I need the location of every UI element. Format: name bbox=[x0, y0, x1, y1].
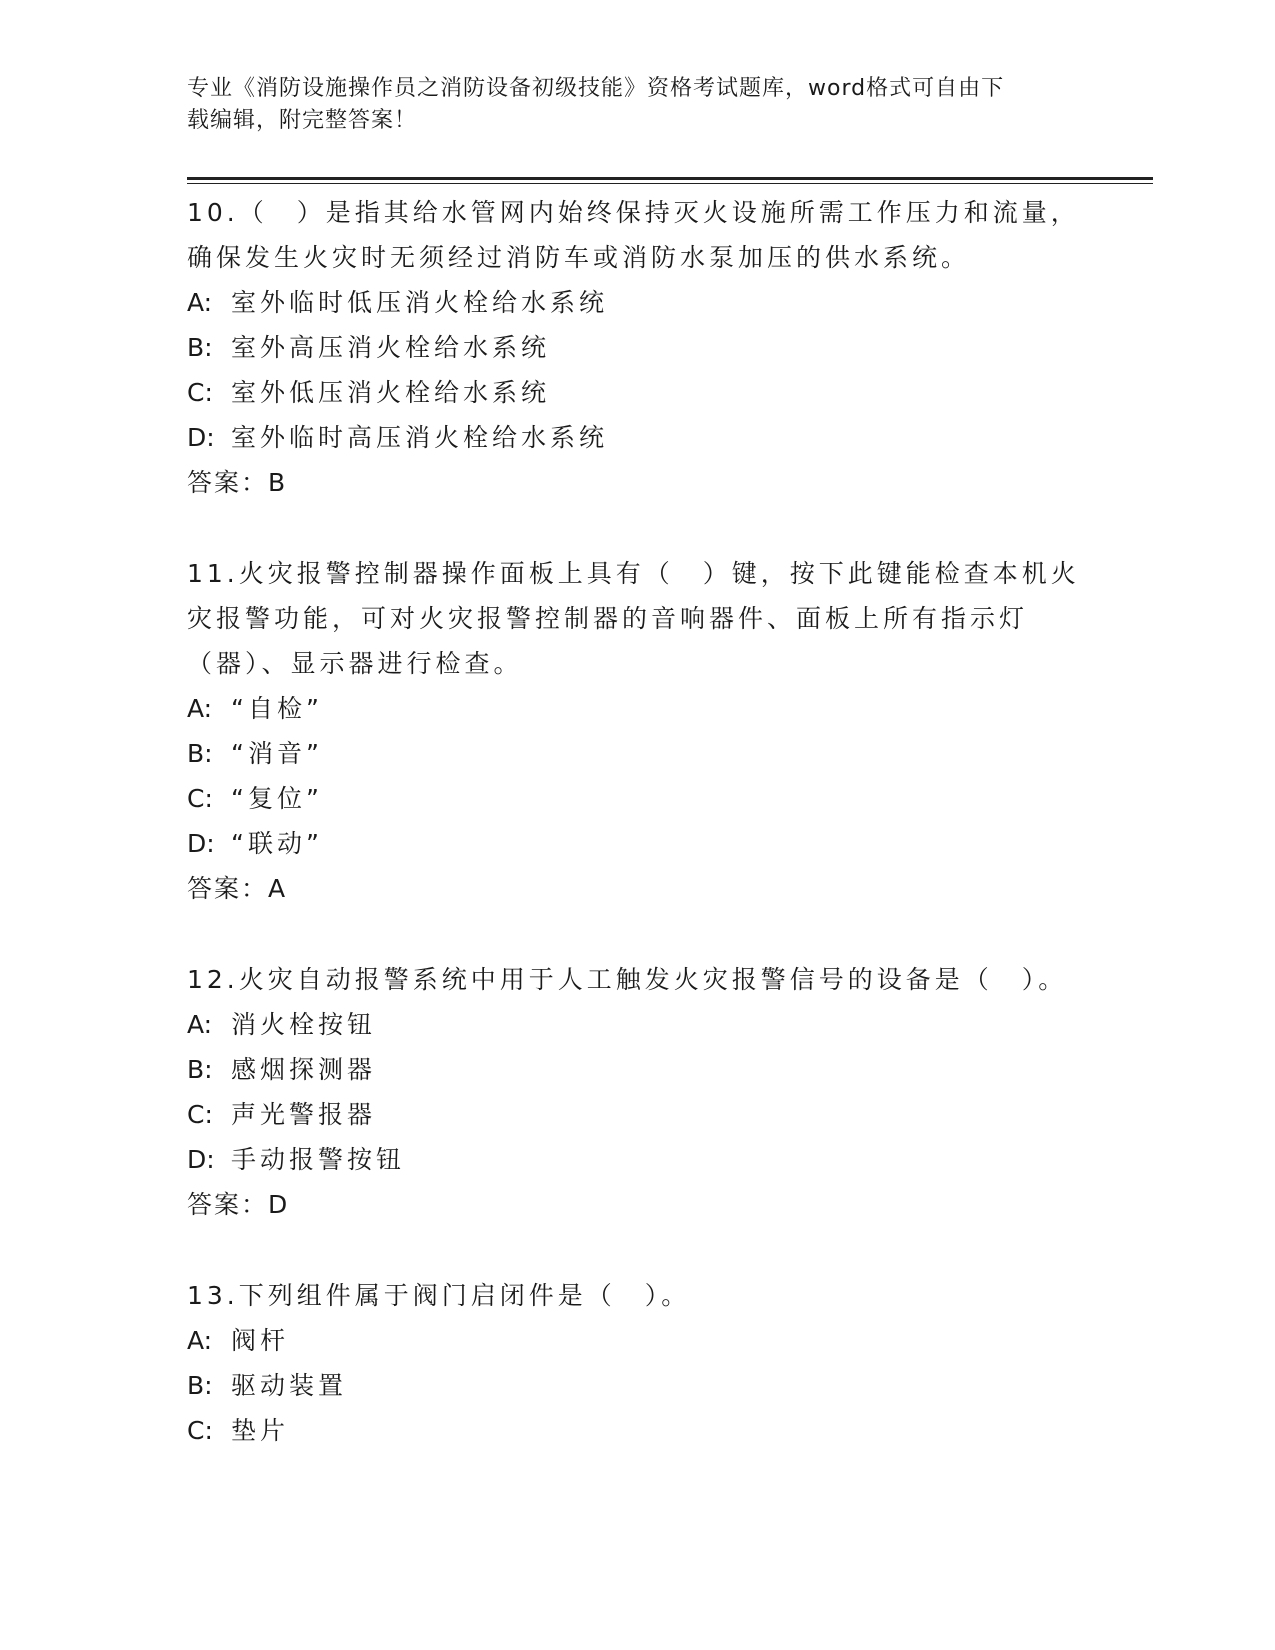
option-text: 室外临时高压消火栓给水系统 bbox=[231, 423, 609, 452]
option-key: B: bbox=[187, 333, 213, 362]
header-line-1: 专业《消防设施操作员之消防设备初级技能》资格考试题库，word格式可自由下 bbox=[187, 76, 1005, 101]
answer-value: A bbox=[268, 874, 287, 903]
question-text: 10.（ ）是指其给水管网内始终保持灭火设施所需工作压力和流量，确保发生火灾时无须经过消防车或消防水泵加压的供水系统。 bbox=[187, 198, 1080, 272]
option-text: 驱动装置 bbox=[231, 1371, 348, 1400]
option-a bbox=[187, 686, 1087, 731]
answer-value: D bbox=[268, 1190, 289, 1219]
option-text: 感烟探测器 bbox=[231, 1055, 377, 1084]
option-a bbox=[187, 1318, 1087, 1363]
answer-line bbox=[187, 866, 1087, 911]
option-key: A: bbox=[187, 1326, 213, 1355]
option-list bbox=[187, 1318, 1087, 1453]
option-list bbox=[187, 686, 1087, 866]
option-d bbox=[187, 1137, 1087, 1182]
option-key: C: bbox=[187, 1416, 213, 1445]
option-b bbox=[187, 1363, 1087, 1408]
option-key: D: bbox=[187, 829, 215, 858]
question-11 bbox=[187, 551, 1087, 911]
option-a bbox=[187, 1002, 1087, 1047]
option-key: D: bbox=[187, 423, 215, 452]
header-rule-thick bbox=[187, 177, 1153, 180]
answer-value: B bbox=[268, 468, 287, 497]
option-text: 阀杆 bbox=[231, 1326, 290, 1355]
question-13 bbox=[187, 1273, 1087, 1453]
header-line-2: 载编辑，附完整答案！ bbox=[187, 108, 418, 133]
document-header bbox=[187, 73, 1087, 137]
option-text: 消火栓按钮 bbox=[231, 1010, 377, 1039]
answer-label: 答案： bbox=[187, 874, 269, 903]
answer-line bbox=[187, 460, 1087, 505]
option-text: 手动报警按钮 bbox=[231, 1145, 406, 1174]
option-text: 室外高压消火栓给水系统 bbox=[231, 333, 551, 362]
option-b bbox=[187, 1047, 1087, 1092]
option-text: 垫片 bbox=[231, 1416, 290, 1445]
option-c bbox=[187, 370, 1087, 415]
option-list bbox=[187, 1002, 1087, 1182]
option-b bbox=[187, 325, 1087, 370]
question-text: 13.下列组件属于阀门启闭件是（ ）。 bbox=[187, 1281, 691, 1310]
option-key: C: bbox=[187, 1100, 213, 1129]
option-key: A: bbox=[187, 288, 213, 317]
option-key: A: bbox=[187, 1010, 213, 1039]
option-text: “联动” bbox=[231, 829, 323, 858]
option-key: B: bbox=[187, 1055, 213, 1084]
option-list bbox=[187, 280, 1087, 460]
question-list bbox=[187, 190, 1087, 1499]
option-text: “复位” bbox=[231, 784, 323, 813]
option-b bbox=[187, 731, 1087, 776]
option-a bbox=[187, 280, 1087, 325]
option-key: C: bbox=[187, 784, 213, 813]
option-text: “消音” bbox=[231, 739, 323, 768]
option-text: “自检” bbox=[231, 694, 323, 723]
answer-line bbox=[187, 1182, 1087, 1227]
answer-label: 答案： bbox=[187, 468, 269, 497]
option-d bbox=[187, 415, 1087, 460]
option-c bbox=[187, 776, 1087, 821]
option-key: A: bbox=[187, 694, 213, 723]
option-text: 室外临时低压消火栓给水系统 bbox=[231, 288, 609, 317]
option-text: 声光警报器 bbox=[231, 1100, 377, 1129]
option-c bbox=[187, 1408, 1087, 1453]
option-key: B: bbox=[187, 1371, 213, 1400]
option-text: 室外低压消火栓给水系统 bbox=[231, 378, 551, 407]
option-key: D: bbox=[187, 1145, 215, 1174]
option-d bbox=[187, 821, 1087, 866]
question-text: 12.火灾自动报警系统中用于人工触发火灾报警信号的设备是（ ）。 bbox=[187, 965, 1068, 994]
header-rule-thin bbox=[187, 183, 1153, 184]
option-c bbox=[187, 1092, 1087, 1137]
answer-label: 答案： bbox=[187, 1190, 269, 1219]
question-12 bbox=[187, 957, 1087, 1227]
option-key: C: bbox=[187, 378, 213, 407]
question-10 bbox=[187, 190, 1087, 505]
question-text: 11.火灾报警控制器操作面板上具有（ ）键，按下此键能检查本机火灾报警功能，可对火灾报警控制器的音响器件、面板上所有指示灯（器）、显示器进行检查。 bbox=[187, 559, 1080, 678]
option-key: B: bbox=[187, 739, 213, 768]
